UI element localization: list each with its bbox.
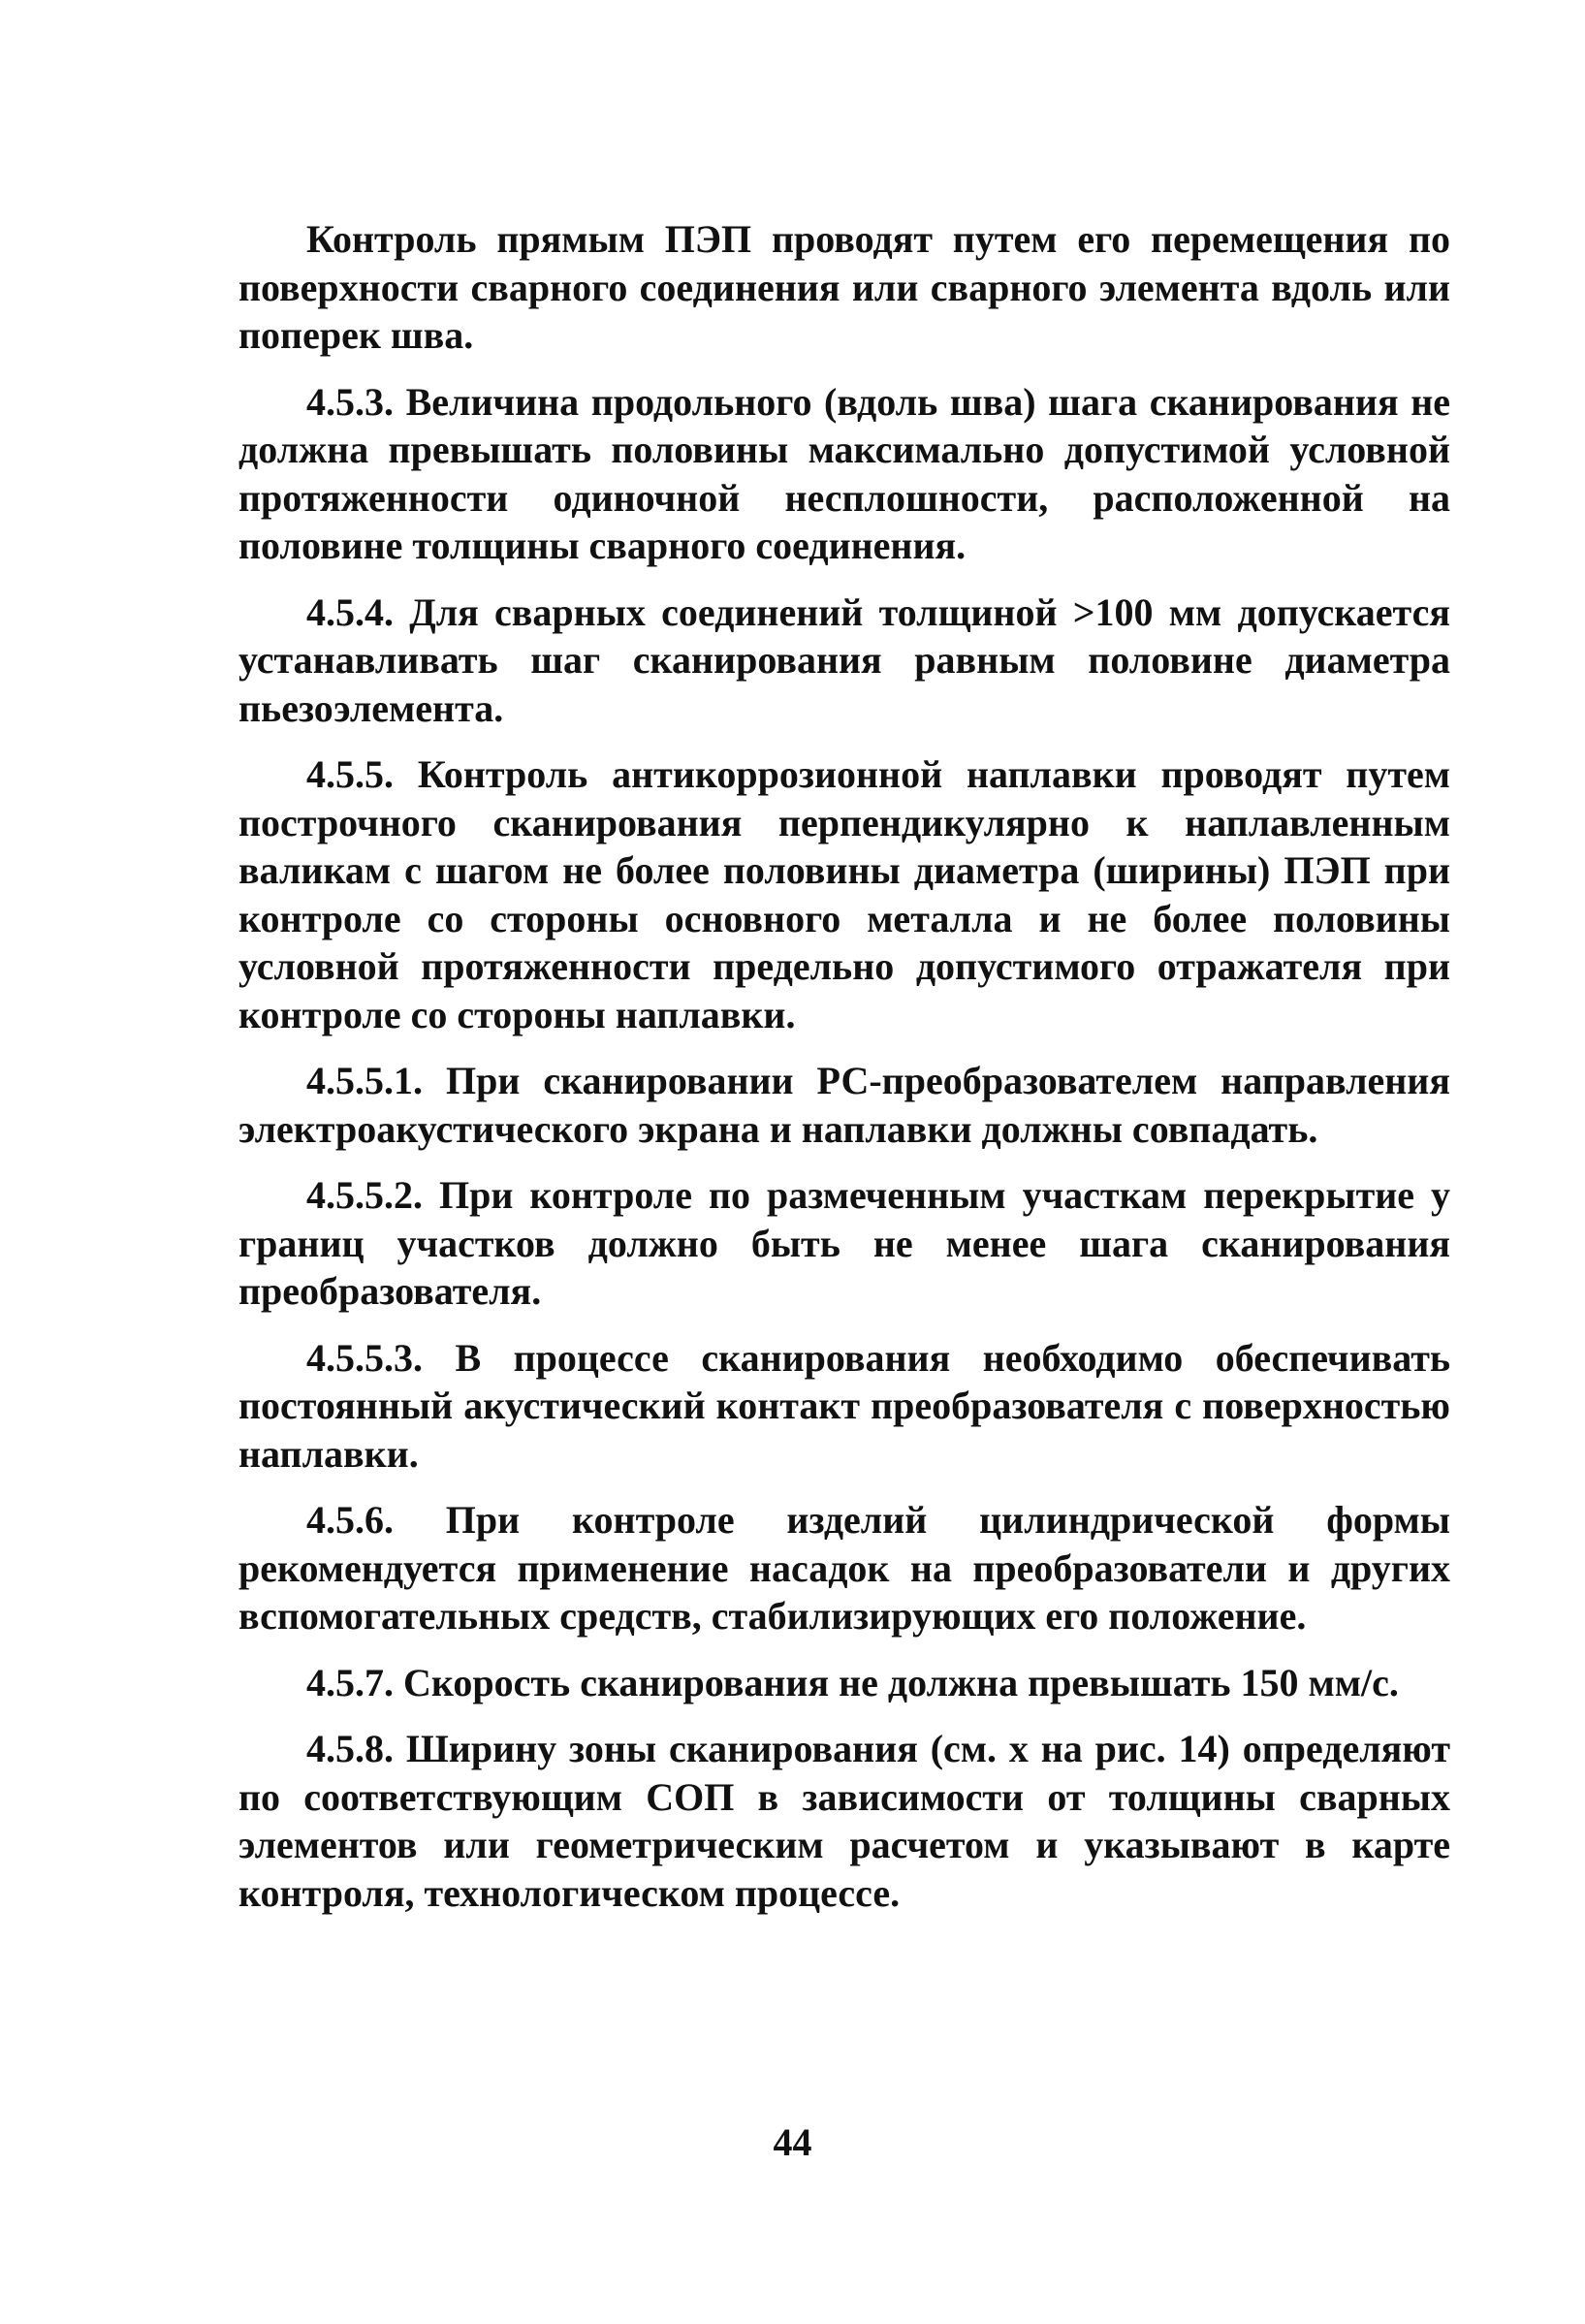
- paragraph-4-5-8: 4.5.8. Ширину зоны сканирования (см. х на рис. 14) определяют по соответствующим СОП в зависимости от толщины сварных элементов или геометрическим расчетом и указывают в карте контроля, технологическом процессе.: [238, 1727, 1450, 1915]
- body-text: [238, 215, 1450, 1935]
- paragraph-4-5-3: 4.5.3. Величина продольного (вдоль шва) шага сканирования не должна превышать половины максимально допустимой условной протяженности одиночной несплошности, расположенной на половине толщины сварного соединения.: [238, 379, 1450, 567]
- paragraph-4-5-5-1: 4.5.5.1. При сканировании РС-преобразователем направления электроакустического экрана и наплавки должны совпадать.: [238, 1059, 1450, 1151]
- paragraph-4-5-5: 4.5.5. Контроль антикоррозионной наплавки проводят путем построчного сканирования перпендикулярно к наплавленным валикам с шагом не более половины диаметра (ширины) ПЭП при контроле со стороны основного металла и не более половины условной протяженности предельно допустимого отражателя при контроле со стороны наплавки.: [238, 752, 1450, 1036]
- paragraph-intro: Контроль прямым ПЭП проводят путем его перемещения по поверхности сварного соединения или сварного элемента вдоль или поперек шва.: [238, 217, 1450, 357]
- paragraph-4-5-5-2: 4.5.5.2. При контроле по размеченным участкам перекрытие у границ участков должно быть не менее шага сканирования преобразователя.: [238, 1173, 1450, 1313]
- paragraph-4-5-4: 4.5.4. Для сварных соединений толщиной >100 мм допускается устанавливать шаг сканирования равным половине диаметра пьезоэлемента.: [238, 589, 1450, 730]
- paragraph-4-5-7: 4.5.7. Скорость сканирования не должна превышать 150 мм/с.: [306, 1660, 1399, 1704]
- page-number: 44: [773, 2120, 812, 2164]
- paragraph-4-5-6: 4.5.6. При контроле изделий цилиндрической формы рекомендуется применение насадок на преобразователи и других вспомогательных средств, стабилизирующих его положение.: [238, 1498, 1450, 1638]
- paragraph-4-5-5-3: 4.5.5.3. В процессе сканирования необходимо обеспечивать постоянный акустический контакт преобразователя с поверхностью наплавки.: [238, 1335, 1450, 1476]
